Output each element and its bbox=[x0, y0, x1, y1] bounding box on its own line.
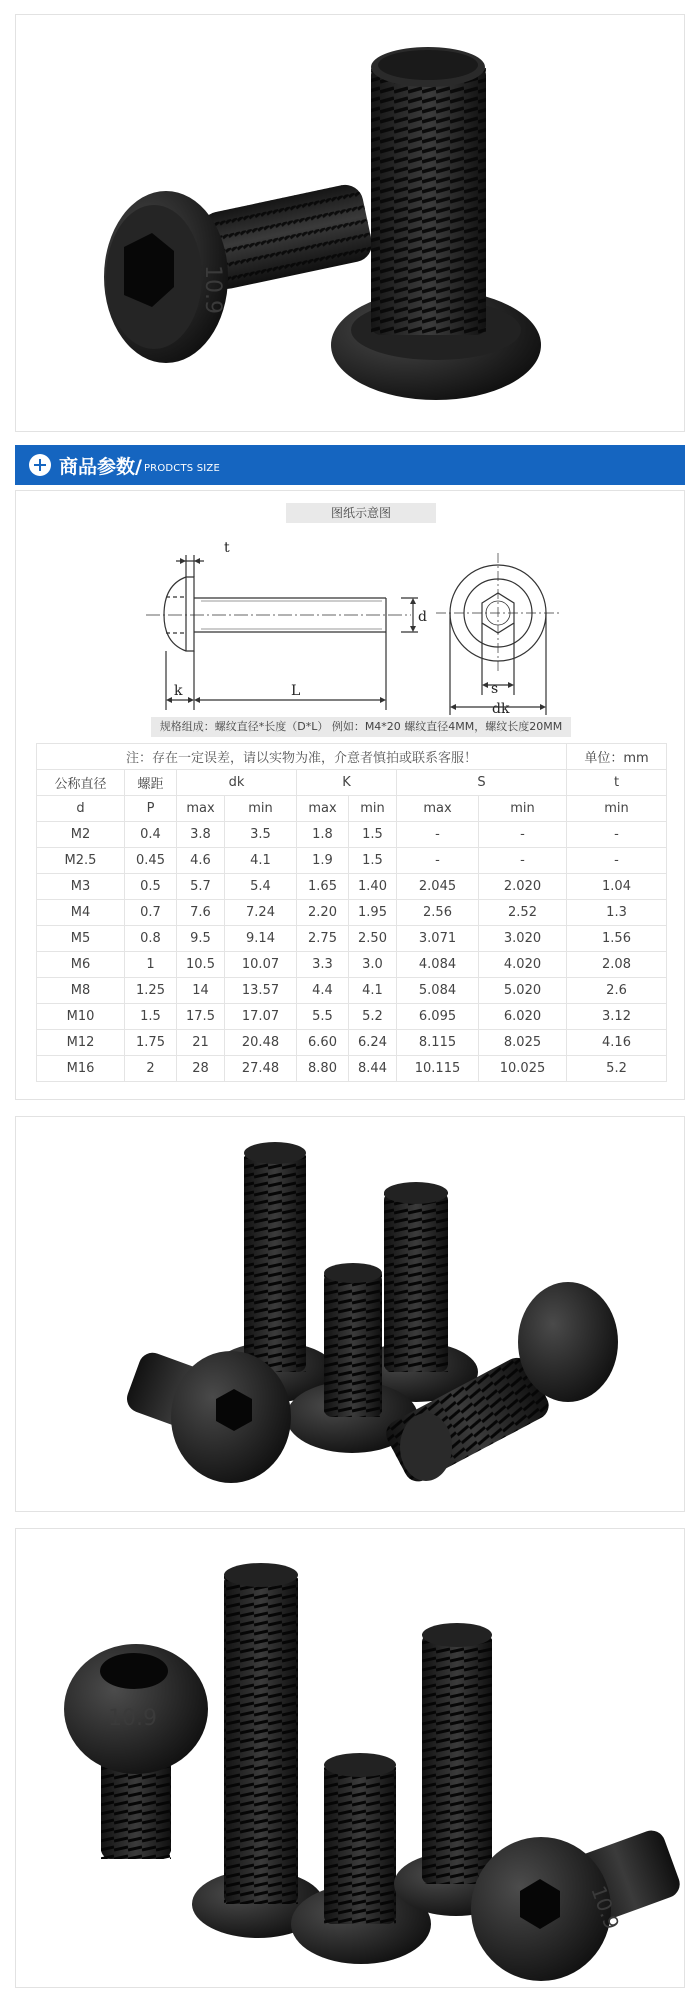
plus-circle-icon bbox=[29, 454, 51, 476]
cell-k-min: 3.0 bbox=[349, 952, 397, 978]
table-row bbox=[37, 848, 667, 874]
label-d: d bbox=[418, 609, 427, 625]
product-photo-1 bbox=[15, 14, 685, 432]
cell-dk-max: 9.5 bbox=[177, 926, 225, 952]
cell-t-min: 2.08 bbox=[567, 952, 667, 978]
svg-text:10.9: 10.9 bbox=[200, 265, 225, 314]
cell-dk-max: 17.5 bbox=[177, 1004, 225, 1030]
cell-s-max: - bbox=[397, 822, 479, 848]
cell-d: M4 bbox=[37, 900, 125, 926]
cell-t-min: 2.6 bbox=[567, 978, 667, 1004]
cell-dk-max: 5.7 bbox=[177, 874, 225, 900]
cell-d: M6 bbox=[37, 952, 125, 978]
spec-table bbox=[36, 743, 667, 1082]
cell-d: M2 bbox=[37, 822, 125, 848]
technical-drawing bbox=[16, 525, 684, 715]
cell-t-min: 5.2 bbox=[567, 1056, 667, 1082]
cell-k-max: 4.4 bbox=[297, 978, 349, 1004]
cell-d: M16 bbox=[37, 1056, 125, 1082]
cell-s-min: - bbox=[479, 822, 567, 848]
cell-k-max: 2.20 bbox=[297, 900, 349, 926]
cell-dk-min: 3.5 bbox=[225, 822, 297, 848]
cell-s-min: 5.020 bbox=[479, 978, 567, 1004]
cell-k-max: 3.3 bbox=[297, 952, 349, 978]
cell-dk-max: 7.6 bbox=[177, 900, 225, 926]
cell-k-max: 1.65 bbox=[297, 874, 349, 900]
cell-k-min: 4.1 bbox=[349, 978, 397, 1004]
cell-dk-min: 4.1 bbox=[225, 848, 297, 874]
table-row bbox=[37, 1056, 667, 1082]
table-row bbox=[37, 926, 667, 952]
cell-t-min: 3.12 bbox=[567, 1004, 667, 1030]
cell-dk-min: 5.4 bbox=[225, 874, 297, 900]
label-t: t bbox=[224, 540, 230, 556]
cell-s-max: 2.56 bbox=[397, 900, 479, 926]
subheader-dk-max: max bbox=[177, 796, 225, 822]
table-row bbox=[37, 1004, 667, 1030]
spec-panel bbox=[15, 490, 685, 1100]
subheader-s-min: min bbox=[479, 796, 567, 822]
cell-s-max: 6.095 bbox=[397, 1004, 479, 1030]
cell-t-min: - bbox=[567, 822, 667, 848]
header-t: t bbox=[567, 770, 667, 796]
spec-table-body bbox=[37, 822, 667, 1082]
cell-s-min: 2.52 bbox=[479, 900, 567, 926]
drawing-caption: 规格组成：螺纹直径*长度（D*L） 例如：M4*20 螺纹直径4MM，螺纹长度20MM bbox=[151, 717, 571, 737]
table-row bbox=[37, 952, 667, 978]
cell-k-max: 5.5 bbox=[297, 1004, 349, 1030]
subheader-k-max: max bbox=[297, 796, 349, 822]
cell-p: 1.75 bbox=[125, 1030, 177, 1056]
cell-p: 0.4 bbox=[125, 822, 177, 848]
section-subtitle: PRODCTS SIZE bbox=[143, 462, 220, 474]
cell-d: M12 bbox=[37, 1030, 125, 1056]
cell-s-max: 10.115 bbox=[397, 1056, 479, 1082]
cell-s-max: 4.084 bbox=[397, 952, 479, 978]
cell-k-min: 2.50 bbox=[349, 926, 397, 952]
bolt-lying-right bbox=[471, 1827, 684, 1981]
subheader-t-min: min bbox=[567, 796, 667, 822]
label-L: L bbox=[291, 683, 301, 699]
cell-dk-min: 27.48 bbox=[225, 1056, 297, 1082]
cell-s-max: 2.045 bbox=[397, 874, 479, 900]
cell-p: 0.5 bbox=[125, 874, 177, 900]
cell-k-max: 1.9 bbox=[297, 848, 349, 874]
cell-dk-min: 9.14 bbox=[225, 926, 297, 952]
cell-k-max: 2.75 bbox=[297, 926, 349, 952]
header-nominal-diameter: 公称直径 bbox=[37, 770, 125, 796]
cell-t-min: - bbox=[567, 848, 667, 874]
cell-k-min: 1.95 bbox=[349, 900, 397, 926]
cell-dk-max: 3.8 bbox=[177, 822, 225, 848]
cell-s-max: 8.115 bbox=[397, 1030, 479, 1056]
bolt-tall-center-left bbox=[192, 1563, 324, 1938]
cell-p: 2 bbox=[125, 1056, 177, 1082]
subheader-d: d bbox=[37, 796, 125, 822]
cell-k-min: 8.44 bbox=[349, 1056, 397, 1082]
cell-k-min: 1.5 bbox=[349, 848, 397, 874]
cell-p: 1 bbox=[125, 952, 177, 978]
cell-k-min: 5.2 bbox=[349, 1004, 397, 1030]
section-title: 商品参数/ bbox=[59, 455, 142, 478]
subheader-dk-min: min bbox=[225, 796, 297, 822]
cell-k-min: 1.5 bbox=[349, 822, 397, 848]
cell-s-min: 10.025 bbox=[479, 1056, 567, 1082]
head-marking-left: 10.9 bbox=[108, 1706, 157, 1731]
section-header-bar bbox=[15, 445, 685, 485]
cell-k-min: 1.40 bbox=[349, 874, 397, 900]
cell-t-min: 1.04 bbox=[567, 874, 667, 900]
cell-t-min: 1.3 bbox=[567, 900, 667, 926]
cell-s-max: 5.084 bbox=[397, 978, 479, 1004]
cell-d: M5 bbox=[37, 926, 125, 952]
product-photo-3 bbox=[15, 1528, 685, 1988]
header-s: S bbox=[397, 770, 567, 796]
cell-d: M2.5 bbox=[37, 848, 125, 874]
cell-s-min: - bbox=[479, 848, 567, 874]
head-marking-right: 10.9 bbox=[586, 1882, 625, 1933]
table-unit: 单位：mm bbox=[567, 744, 667, 770]
drawing-title: 图纸示意图 bbox=[286, 503, 436, 523]
header-pitch: 螺距 bbox=[125, 770, 177, 796]
subheader-p: P bbox=[125, 796, 177, 822]
bolt-lying-left bbox=[123, 1349, 291, 1483]
cell-d: M10 bbox=[37, 1004, 125, 1030]
cell-p: 0.8 bbox=[125, 926, 177, 952]
cell-dk-max: 10.5 bbox=[177, 952, 225, 978]
cell-k-max: 1.8 bbox=[297, 822, 349, 848]
cell-dk-min: 13.57 bbox=[225, 978, 297, 1004]
subheader-k-min: min bbox=[349, 796, 397, 822]
bolt-short-middle bbox=[291, 1753, 431, 1964]
cell-p: 0.45 bbox=[125, 848, 177, 874]
cell-dk-min: 7.24 bbox=[225, 900, 297, 926]
cell-s-max: 3.071 bbox=[397, 926, 479, 952]
subheader-s-max: max bbox=[397, 796, 479, 822]
table-row bbox=[37, 874, 667, 900]
cell-dk-max: 28 bbox=[177, 1056, 225, 1082]
cell-s-max: - bbox=[397, 848, 479, 874]
cell-s-min: 4.020 bbox=[479, 952, 567, 978]
table-row bbox=[37, 900, 667, 926]
cell-dk-min: 17.07 bbox=[225, 1004, 297, 1030]
cell-d: M3 bbox=[37, 874, 125, 900]
bolt-head-up-left bbox=[64, 1644, 208, 1859]
cell-dk-max: 21 bbox=[177, 1030, 225, 1056]
cell-dk-min: 10.07 bbox=[225, 952, 297, 978]
cell-d: M8 bbox=[37, 978, 125, 1004]
cell-k-max: 8.80 bbox=[297, 1056, 349, 1082]
product-photo-2 bbox=[15, 1116, 685, 1512]
cell-s-min: 3.020 bbox=[479, 926, 567, 952]
cell-s-min: 2.020 bbox=[479, 874, 567, 900]
header-dk: dk bbox=[177, 770, 297, 796]
cell-t-min: 1.56 bbox=[567, 926, 667, 952]
cell-t-min: 4.16 bbox=[567, 1030, 667, 1056]
cell-dk-max: 14 bbox=[177, 978, 225, 1004]
cell-s-min: 8.025 bbox=[479, 1030, 567, 1056]
cell-p: 1.25 bbox=[125, 978, 177, 1004]
cell-p: 1.5 bbox=[125, 1004, 177, 1030]
table-row bbox=[37, 822, 667, 848]
label-k: k bbox=[174, 683, 183, 699]
cell-k-max: 6.60 bbox=[297, 1030, 349, 1056]
label-s: s bbox=[491, 681, 499, 697]
label-dk: dk bbox=[492, 701, 510, 715]
table-row bbox=[37, 978, 667, 1004]
header-k: K bbox=[297, 770, 397, 796]
cell-s-min: 6.020 bbox=[479, 1004, 567, 1030]
table-note: 注：存在一定误差，请以实物为准，介意者慎拍或联系客服！ bbox=[37, 744, 567, 770]
cell-p: 0.7 bbox=[125, 900, 177, 926]
cell-dk-max: 4.6 bbox=[177, 848, 225, 874]
table-row bbox=[37, 1030, 667, 1056]
cell-k-min: 6.24 bbox=[349, 1030, 397, 1056]
cell-dk-min: 20.48 bbox=[225, 1030, 297, 1056]
